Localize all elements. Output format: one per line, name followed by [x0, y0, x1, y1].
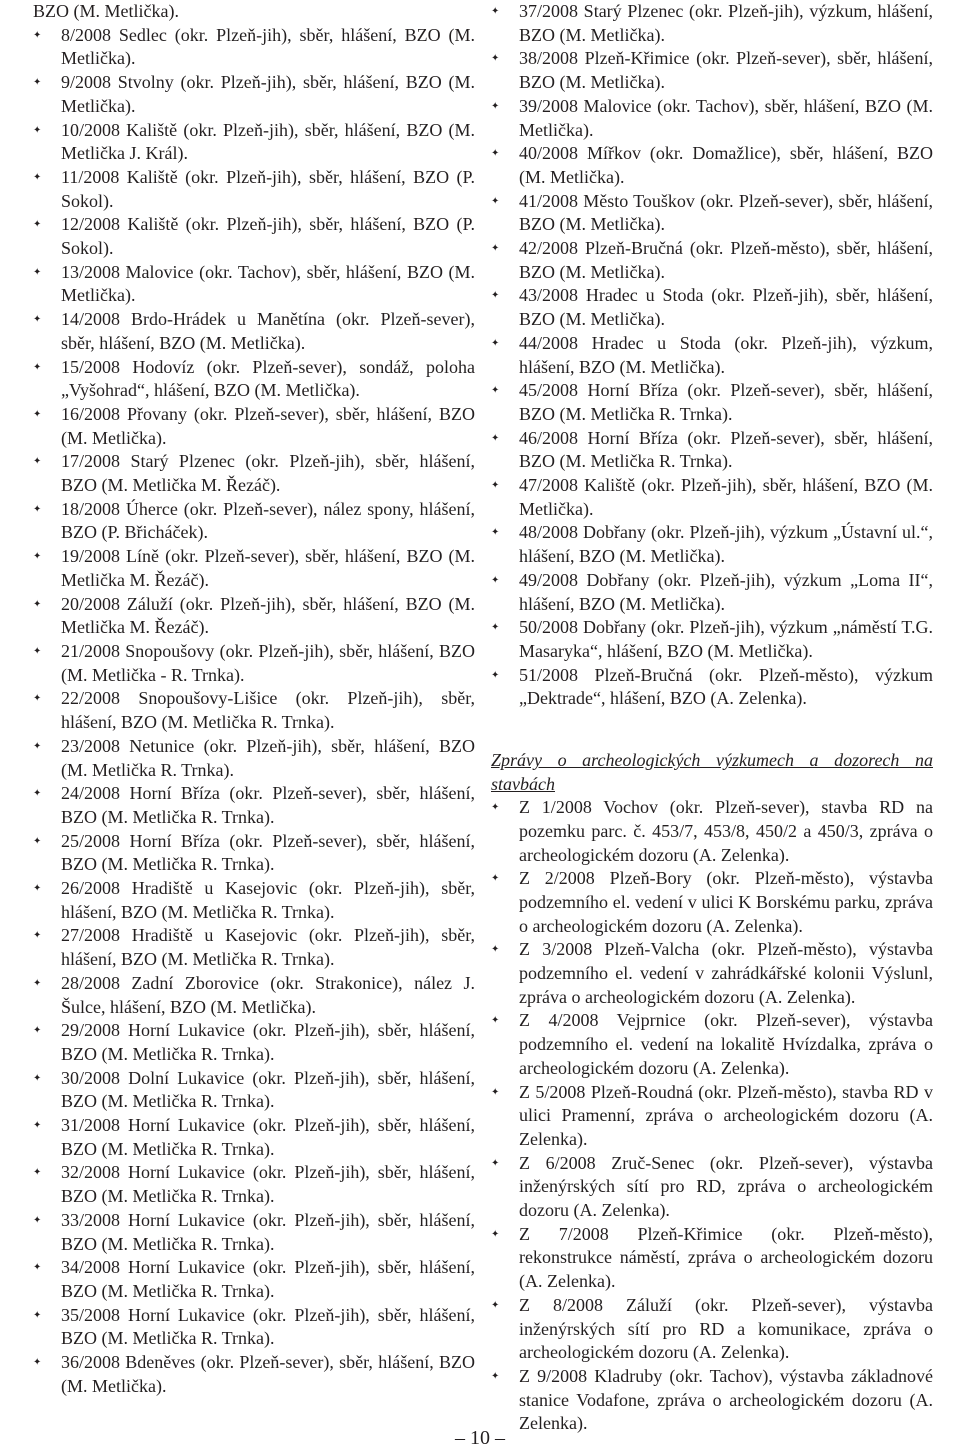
list-item: ✦ 44/2008 Hradec u Stoda (okr. Plzeň-jih), výzkum, hlášení, BZO (M. Metlička).	[491, 332, 933, 379]
list-item: ✦ Z 1/2008 Vochov (okr. Plzeň-sever), stavba RD na pozemku parc. č. 453/7, 453/8, 450/2 a 450/3, zpráva o archeologickém dozoru (A. Zelenka).	[491, 796, 933, 867]
list-item: ✦ 49/2008 Dobřany (okr. Plzeň-jih), výzkum „Loma II“, hlášení, BZO (M. Metlička).	[491, 569, 933, 616]
list-item: ✦ 16/2008 Přovany (okr. Plzeň-sever), sběr, hlášení, BZO (M. Metlička).	[33, 403, 475, 450]
list-item: ✦ Z 6/2008 Zruč-Senec (okr. Plzeň-sever), výstavba inženýrských sítí pro RD, zpráva o archeologickém dozoru (A. Zelenka).	[491, 1152, 933, 1223]
page-number-value: 10	[470, 1427, 490, 1449]
list-item: ✦ 20/2008 Záluží (okr. Plzeň-jih), sběr, hlášení, BZO (M. Metlička M. Řezáč).	[33, 593, 475, 640]
list-item: ✦ Z 4/2008 Vejprnice (okr. Plzeň-sever), výstavba podzemního el. vedení na lokalitě Hvízdalka, zpráva o archeologickém dozoru (A. Zelenka).	[491, 1009, 933, 1080]
list-item: ✦ 26/2008 Hradiště u Kasejovic (okr. Plzeň-jih), sběr, hlášení, BZO (M. Metlička R. Trnka).	[33, 877, 475, 924]
list-item: ✦ 31/2008 Horní Lukavice (okr. Plzeň-jih), sběr, hlášení, BZO (M. Metlička R. Trnka).	[33, 1114, 475, 1161]
list-item: ✦ 8/2008 Sedlec (okr. Plzeň-jih), sběr, hlášení, BZO (M. Metlička).	[33, 24, 475, 71]
list-item: ✦ 15/2008 Hodovíz (okr. Plzeň-sever), sondáž, poloha „Vyšohrad“, hlášení, BZO (M. Metlička).	[33, 356, 475, 403]
list-item: ✦ 24/2008 Horní Bříza (okr. Plzeň-sever), sběr, hlášení, BZO (M. Metlička R. Trnka).	[33, 782, 475, 829]
list-item: ✦ 9/2008 Stvolny (okr. Plzeň-jih), sběr, hlášení, BZO (M. Metlička).	[33, 71, 475, 118]
list-item: ✦ 14/2008 Brdo-Hrádek u Manětína (okr. Plzeň-sever), sběr, hlášení, BZO (M. Metlička).	[33, 308, 475, 355]
page-number	[0, 1426, 960, 1450]
left-column	[33, 0, 475, 1398]
list-item: ✦ 17/2008 Starý Plzenec (okr. Plzeň-jih), sběr, hlášení, BZO (M. Metlička M. Řezáč).	[33, 450, 475, 497]
list-item: ✦ 25/2008 Horní Bříza (okr. Plzeň-sever), sběr, hlášení, BZO (M. Metlička R. Trnka).	[33, 830, 475, 877]
list-item: ✦ 11/2008 Kaliště (okr. Plzeň-jih), sběr, hlášení, BZO (P. Sokol).	[33, 166, 475, 213]
list-item: ✦ 12/2008 Kaliště (okr. Plzeň-jih), sběr, hlášení, BZO (P. Sokol).	[33, 213, 475, 260]
record-list-right	[491, 0, 933, 711]
list-item: ✦ 43/2008 Hradec u Stoda (okr. Plzeň-jih), sběr, hlášení, BZO (M. Metlička).	[491, 284, 933, 331]
list-item: ✦ 40/2008 Mířkov (okr. Domažlice), sběr, hlášení, BZO (M. Metlička).	[491, 142, 933, 189]
list-item: ✦ 37/2008 Starý Plzenec (okr. Plzeň-jih), výzkum, hlášení, BZO (M. Metlička).	[491, 0, 933, 47]
continued-entry: BZO (M. Metlička).	[33, 1, 179, 21]
list-item: ✦ 19/2008 Líně (okr. Plzeň-sever), sběr, hlášení, BZO (M. Metlička M. Řezáč).	[33, 545, 475, 592]
list-item: ✦ 38/2008 Plzeň-Křimice (okr. Plzeň-sever), sběr, hlášení, BZO (M. Metlička).	[491, 47, 933, 94]
list-item: ✦ 46/2008 Horní Bříza (okr. Plzeň-sever), sběr, hlášení, BZO (M. Metlička R. Trnka).	[491, 427, 933, 474]
list-item: ✦ Z 2/2008 Plzeň-Bory (okr. Plzeň-město), výstavba podzemního el. vedení v ulici K Borskému parku, zpráva o archeologickém dozoru (A. Zelenka).	[491, 867, 933, 938]
list-item: ✦ 47/2008 Kaliště (okr. Plzeň-jih), sběr, hlášení, BZO (M. Metlička).	[491, 474, 933, 521]
report-list	[491, 796, 933, 1436]
list-item: ✦ Z 9/2008 Kladruby (okr. Tachov), výstavba základnové stanice Vodafone, zpráva o archeologickém dozoru (A. Zelenka).	[491, 1365, 933, 1436]
list-item: ✦ 18/2008 Úherce (okr. Plzeň-sever), nález spony, hlášení, BZO (P. Břicháček).	[33, 498, 475, 545]
list-item: ✦ 48/2008 Dobřany (okr. Plzeň-jih), výzkum „Ústavní ul.“, hlášení, BZO (M. Metlička).	[491, 521, 933, 568]
list-item: ✦ Z 7/2008 Plzeň-Křimice (okr. Plzeň-město), rekonstrukce náměstí, zpráva o archeologickém dozoru (A. Zelenka).	[491, 1223, 933, 1294]
list-item: ✦ 41/2008 Město Touškov (okr. Plzeň-sever), sběr, hlášení, BZO (M. Metlička).	[491, 190, 933, 237]
list-item: ✦ 30/2008 Dolní Lukavice (okr. Plzeň-jih), sběr, hlášení, BZO (M. Metlička R. Trnka).	[33, 1067, 475, 1114]
right-column	[491, 0, 933, 1436]
list-item: ✦ Z 8/2008 Záluží (okr. Plzeň-sever), výstavba inženýrských sítí pro RD a komunikace, zpráva o archeologickém dozoru (A. Zelenka).	[491, 1294, 933, 1365]
list-item: ✦ 23/2008 Netunice (okr. Plzeň-jih), sběr, hlášení, BZO (M. Metlička R. Trnka).	[33, 735, 475, 782]
list-item: ✦ 27/2008 Hradiště u Kasejovic (okr. Plzeň-jih), sběr, hlášení, BZO (M. Metlička R. Trnka).	[33, 924, 475, 971]
list-item: ✦ 32/2008 Horní Lukavice (okr. Plzeň-jih), sběr, hlášení, BZO (M. Metlička R. Trnka).	[33, 1161, 475, 1208]
list-item: ✦ 13/2008 Malovice (okr. Tachov), sběr, hlášení, BZO (M. Metlička).	[33, 261, 475, 308]
list-item: ✦ 35/2008 Horní Lukavice (okr. Plzeň-jih), sběr, hlášení, BZO (M. Metlička R. Trnka).	[33, 1304, 475, 1351]
list-item: ✦ 51/2008 Plzeň-Bručná (okr. Plzeň-město), výzkum „Dektrade“, hlášení, BZO (A. Zelenka).	[491, 664, 933, 711]
section-heading: Zprávy o archeologických výzkumech a dozorech na stavbách	[491, 750, 933, 795]
list-item: ✦ 39/2008 Malovice (okr. Tachov), sběr, hlášení, BZO (M. Metlička).	[491, 95, 933, 142]
list-item: ✦ 45/2008 Horní Bříza (okr. Plzeň-sever), sběr, hlášení, BZO (M. Metlička R. Trnka).	[491, 379, 933, 426]
list-item: ✦ Z 5/2008 Plzeň-Roudná (okr. Plzeň-město), stavba RD v ulici Pramenní, zpráva o archeologickém dozoru (A. Zelenka).	[491, 1081, 933, 1152]
list-item: ✦ 42/2008 Plzeň-Bručná (okr. Plzeň-město), sběr, hlášení, BZO (M. Metlička).	[491, 237, 933, 284]
list-item: ✦ 33/2008 Horní Lukavice (okr. Plzeň-jih), sběr, hlášení, BZO (M. Metlička R. Trnka).	[33, 1209, 475, 1256]
list-item: ✦ 21/2008 Snopoušovy (okr. Plzeň-jih), sběr, hlášení, BZO (M. Metlička - R. Trnka).	[33, 640, 475, 687]
list-item: ✦ 22/2008 Snopoušovy-Lišice (okr. Plzeň-jih), sběr, hlášení, BZO (M. Metlička R. Trnka).	[33, 687, 475, 734]
list-item: ✦ Z 3/2008 Plzeň-Valcha (okr. Plzeň-město), výstavba podzemního el. vedení v zahrádkářské kolonii Výslunl, zpráva o archeologickém dozoru (A. Zelenka).	[491, 938, 933, 1009]
list-item: ✦ 36/2008 Bdeněves (okr. Plzeň-sever), sběr, hlášení, BZO (M. Metlička).	[33, 1351, 475, 1398]
list-item: ✦ 29/2008 Horní Lukavice (okr. Plzeň-jih), sběr, hlášení, BZO (M. Metlička R. Trnka).	[33, 1019, 475, 1066]
list-item: ✦ 34/2008 Horní Lukavice (okr. Plzeň-jih), sběr, hlášení, BZO (M. Metlička R. Trnka).	[33, 1256, 475, 1303]
list-item: ✦ 50/2008 Dobřany (okr. Plzeň-jih), výzkum „náměstí T.G. Masaryka“, hlášení, BZO (M. Metlička).	[491, 616, 933, 663]
list-item: ✦ 10/2008 Kaliště (okr. Plzeň-jih), sběr, hlášení, BZO (M. Metlička J. Král).	[33, 119, 475, 166]
list-item: ✦ 28/2008 Zadní Zborovice (okr. Strakonice), nález J. Šulce, hlášení, BZO (M. Metlička).	[33, 972, 475, 1019]
page-number-dash-left: –	[455, 1427, 465, 1449]
page-number-dash-right: –	[495, 1427, 505, 1449]
record-list-left	[33, 0, 475, 1398]
